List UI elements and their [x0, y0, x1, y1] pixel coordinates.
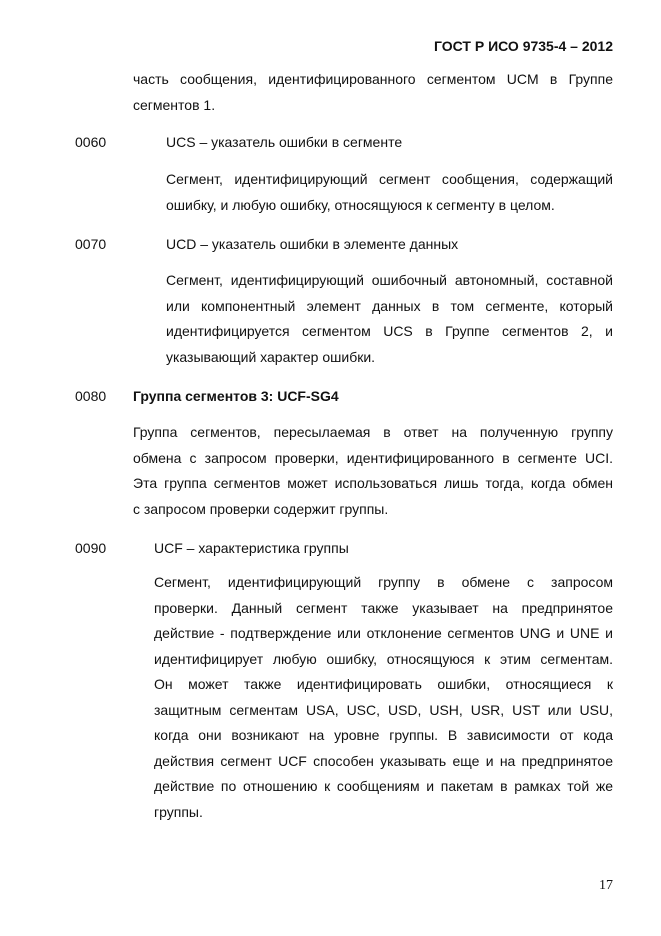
intro-line-2: сегментов 1. [133, 96, 216, 113]
intro-line-1: часть сообщения, идентифицированного сегментом UCM в Группе [133, 71, 613, 87]
body-line: Он может также идентифицировать ошибки, относящиеся к [154, 676, 613, 692]
page-number: 17 [599, 878, 613, 893]
body-line: Группа сегментов, пересылаемая в ответ на полученную группу [133, 424, 613, 440]
body-line: защитным сегментам USA, USC, USD, USH, USR, UST или USU, [154, 701, 613, 718]
body-line: Сегмент, идентифицирующий ошибочный автономный, составной [166, 272, 613, 288]
section-number-0070: 0070 [75, 236, 107, 252]
body-line: Сегмент, идентифицирующий сегмент сообщения, содержащий [166, 171, 613, 187]
section-number-0080: 0080 [75, 388, 107, 404]
body-line: действия сегмент UCF способен указывать еще и на предпринятое [154, 752, 613, 769]
section-title-0060: UCS – указатель ошибки в сегменте [166, 134, 403, 150]
body-line: с запросом проверки содержит группы. [133, 500, 389, 517]
body-line: когда они возникают на уровне группы. В зависимости от кода [154, 727, 613, 743]
body-line: обмена с запросом проверки, идентифицированного в сегменте UCI. [133, 449, 613, 466]
section-body-0070 [166, 268, 613, 370]
body-line: ошибку, и любую ошибку, относящуюся к сегменту в целом. [166, 196, 555, 213]
body-line: Эта группа сегментов может использоваться лишь тогда, когда обмен [133, 475, 613, 491]
body-line: группы. [154, 803, 203, 820]
section-title-0070: UCD – указатель ошибки в элементе данных [166, 236, 459, 252]
section-title-0080: Группа сегментов 3: UCF-SG4 [133, 388, 339, 404]
body-line: указывающий характер ошибки. [166, 348, 376, 365]
section-number-0060: 0060 [75, 134, 107, 150]
body-line: Сегмент, идентифицирующий группу в обмене с запросом [154, 574, 613, 590]
body-line: действие по отношению к сообщениям и пакетам в рамках той же [154, 778, 613, 794]
body-line: проверки. Данный сегмент также указывает на предпринятое [154, 599, 613, 616]
document-header: ГОСТ Р ИСО 9735-4 – 2012 [434, 38, 613, 54]
section-body-0080 [133, 420, 613, 522]
body-line: или компонентный элемент данных в том сегменте, который [166, 297, 613, 314]
section-body-0060 [166, 167, 613, 218]
intro-paragraph [133, 67, 613, 118]
section-title-0090: UCF – характеристика группы [154, 540, 349, 556]
section-number-0090: 0090 [75, 540, 107, 556]
section-body-0090 [154, 570, 613, 825]
body-line: идентифицирует любую ошибку, относящуюся к этим сегментам. [154, 650, 613, 667]
body-line: действие - подтверждение или отклонение сегментов UNG и UNE и [154, 625, 613, 641]
body-line: идентифицируется сегментом UCS в Группе сегментов 2, и [166, 323, 613, 339]
